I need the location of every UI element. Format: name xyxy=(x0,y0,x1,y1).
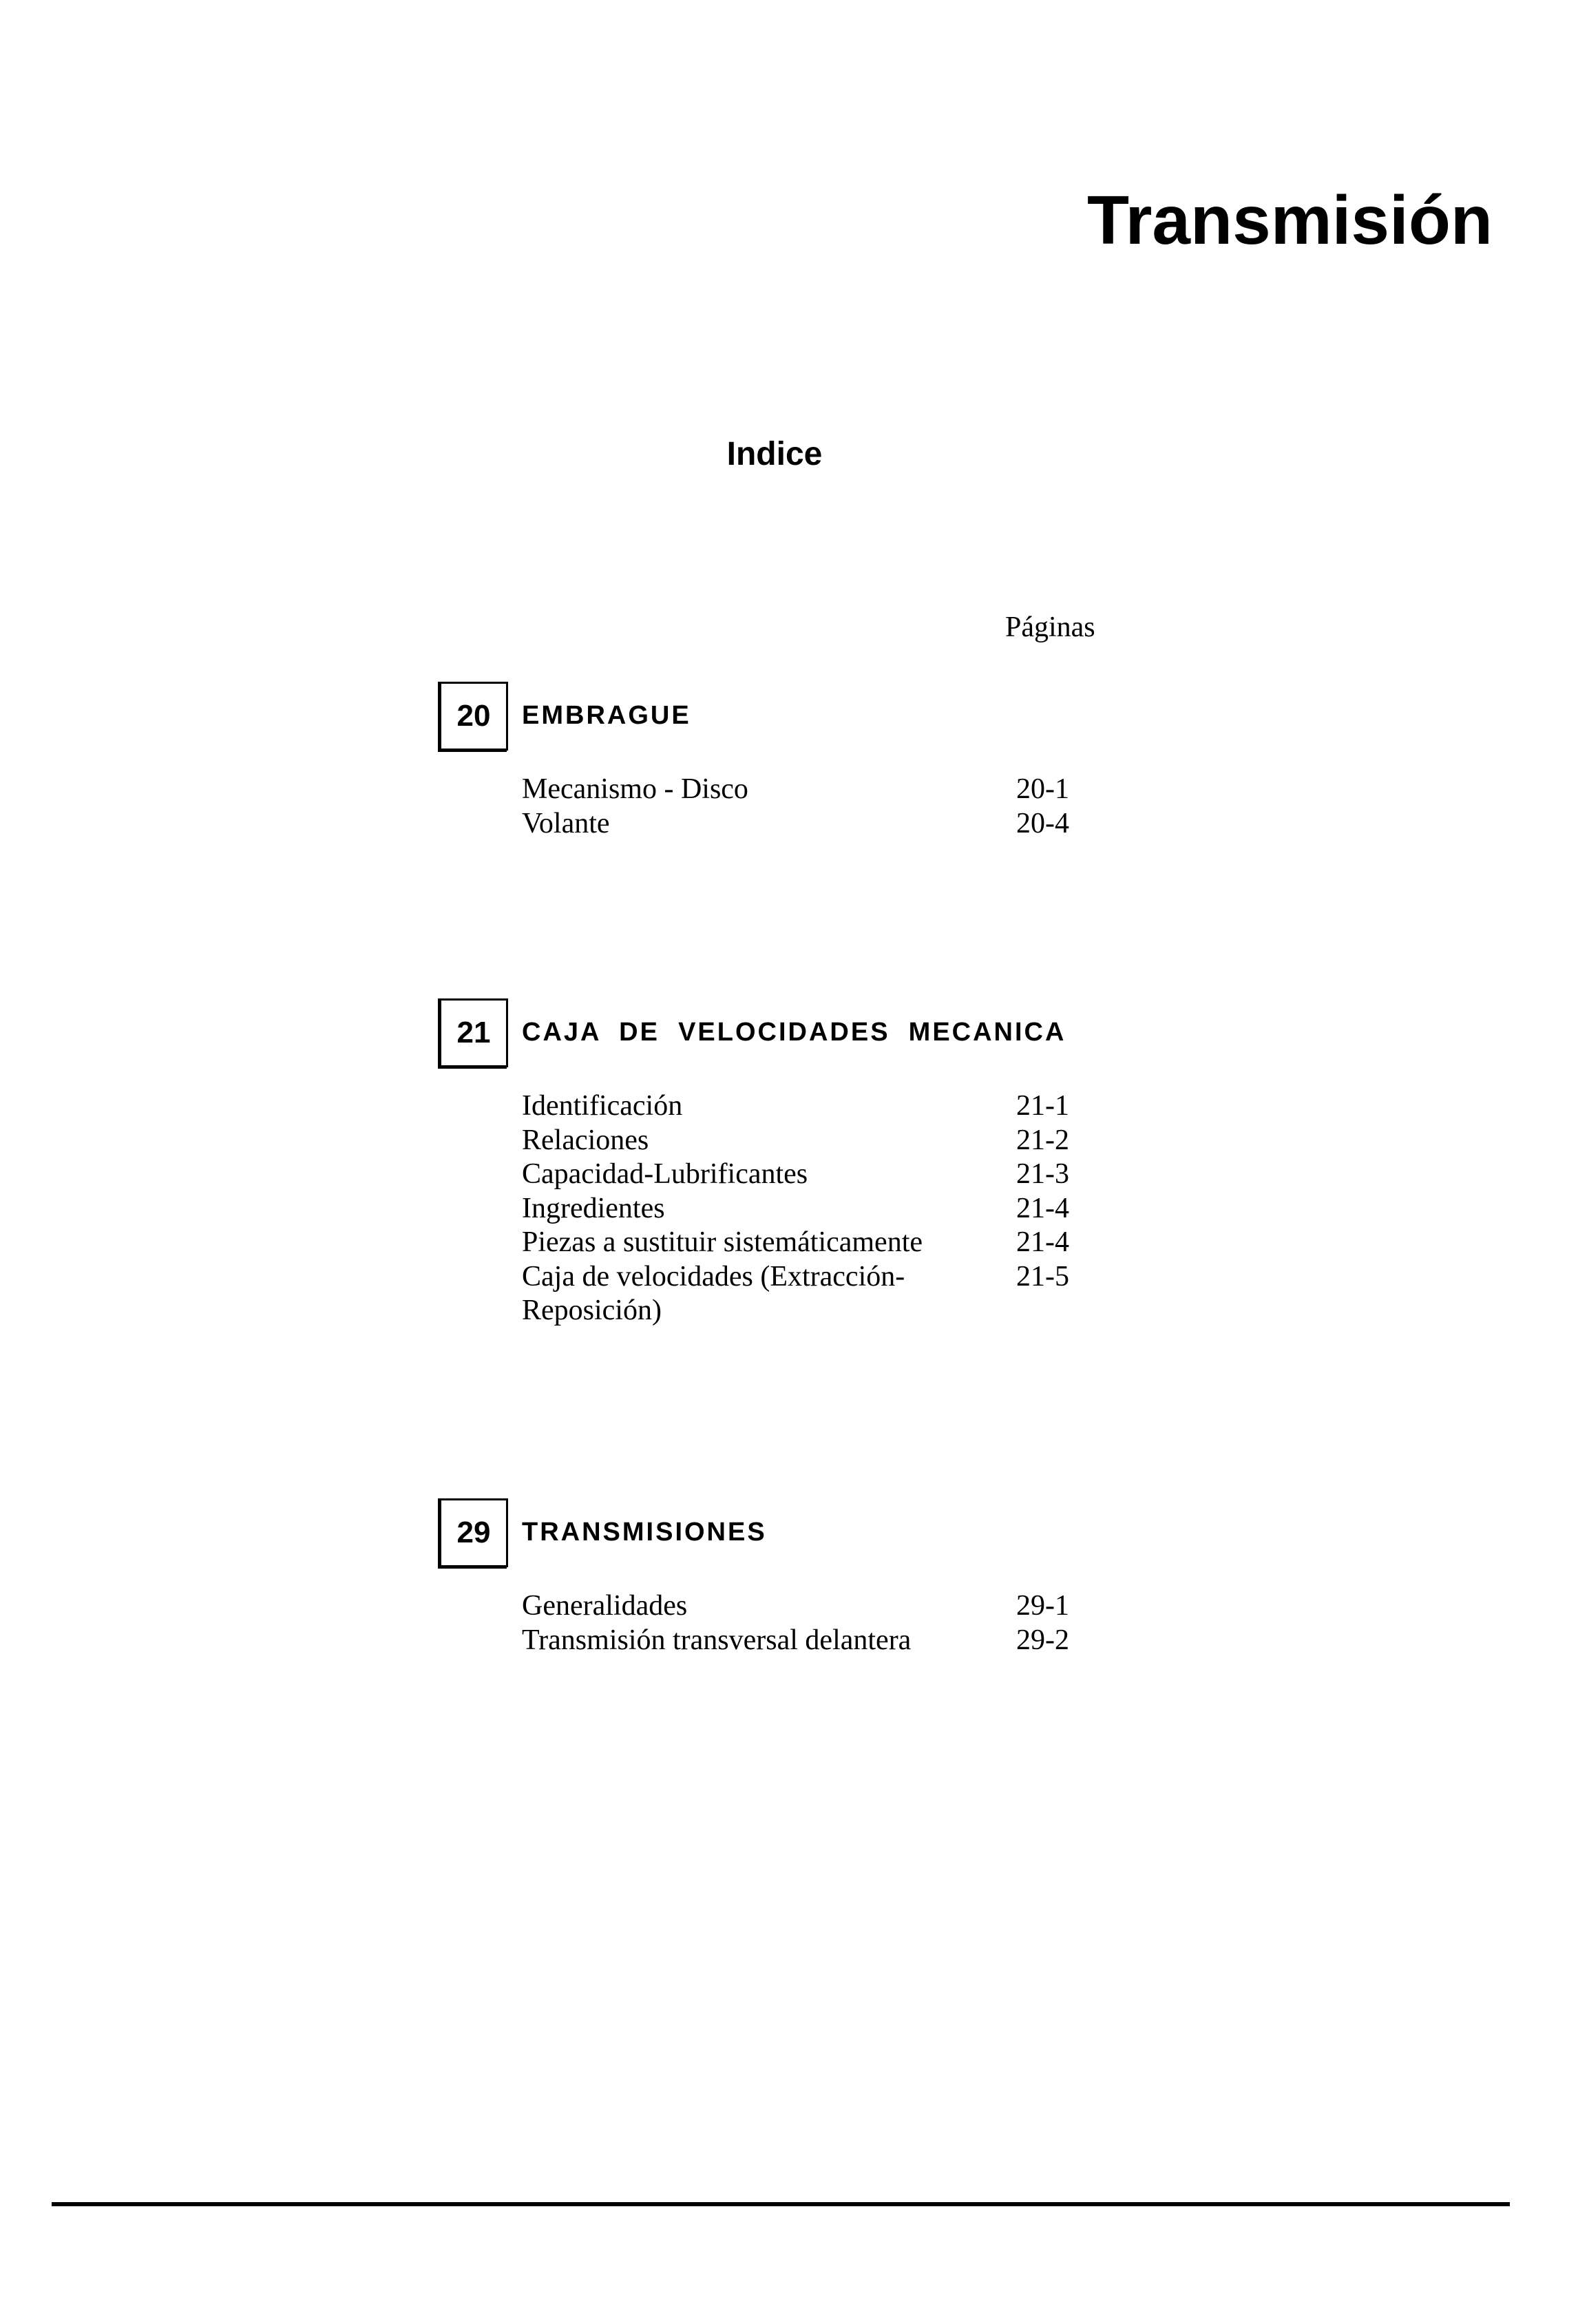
section-number: 20 xyxy=(456,699,491,733)
section-header xyxy=(439,682,1197,753)
entry-label: Piezas a sustituir sistemáticamente xyxy=(522,1226,923,1258)
pages-column-header: Páginas xyxy=(1005,611,1095,643)
entry-label: Volante xyxy=(522,807,610,839)
section-header xyxy=(439,1498,1197,1570)
entry-page: 20-1 xyxy=(1016,773,1069,805)
entry-label: Generalidades xyxy=(522,1590,688,1622)
footer-rule xyxy=(52,2202,1510,2206)
entry-page: 21-5 xyxy=(1016,1260,1069,1292)
entry-list xyxy=(439,773,1197,841)
toc-entry[interactable] xyxy=(439,1124,1197,1158)
entry-page: 29-2 xyxy=(1016,1624,1069,1656)
page-title: Transmisión xyxy=(1086,182,1493,259)
entry-page: 21-2 xyxy=(1016,1124,1069,1156)
entry-list xyxy=(439,1089,1197,1328)
toc-entry[interactable] xyxy=(439,1624,1197,1658)
section-caja-de-velocidades xyxy=(439,998,1197,1328)
toc-entry[interactable] xyxy=(439,1158,1197,1192)
index-title: Indice xyxy=(726,436,823,472)
toc-entry[interactable] xyxy=(439,773,1197,807)
entry-page: 20-4 xyxy=(1016,807,1069,839)
entry-page: 21-1 xyxy=(1016,1090,1069,1122)
entry-page: 21-3 xyxy=(1016,1158,1069,1190)
entry-label: Ingredientes xyxy=(522,1192,665,1224)
section-number: 29 xyxy=(456,1516,491,1549)
toc-entry[interactable] xyxy=(439,1226,1197,1260)
section-number: 21 xyxy=(456,1016,491,1049)
section-number-box xyxy=(439,998,508,1067)
section-transmisiones xyxy=(439,1498,1197,1657)
toc-entry[interactable] xyxy=(439,1260,1197,1328)
entry-label: Identificación xyxy=(522,1090,683,1122)
toc-entry[interactable] xyxy=(439,1192,1197,1226)
section-title: EMBRAGUE xyxy=(522,701,691,730)
entry-label: Relaciones xyxy=(522,1124,649,1156)
entry-page: 21-4 xyxy=(1016,1226,1069,1258)
entry-label: Transmisión transversal delantera xyxy=(522,1624,912,1656)
section-title: CAJA DE VELOCIDADES MECANICA xyxy=(522,1018,1066,1047)
entry-page: 29-1 xyxy=(1016,1590,1069,1622)
entry-label: Caja de velocidades (Extracción-Reposición) xyxy=(522,1260,905,1326)
section-number-box xyxy=(439,682,508,751)
section-title: TRANSMISIONES xyxy=(522,1518,767,1547)
section-header xyxy=(439,998,1197,1070)
toc-entry[interactable] xyxy=(439,1589,1197,1624)
toc-entry[interactable] xyxy=(439,807,1197,841)
toc-entry[interactable] xyxy=(439,1089,1197,1124)
section-number-box xyxy=(439,1498,508,1567)
entry-page: 21-4 xyxy=(1016,1192,1069,1224)
entry-list xyxy=(439,1589,1197,1657)
entry-label: Capacidad-Lubrificantes xyxy=(522,1158,808,1190)
section-embrague xyxy=(439,682,1197,841)
entry-label: Mecanismo - Disco xyxy=(522,773,748,805)
